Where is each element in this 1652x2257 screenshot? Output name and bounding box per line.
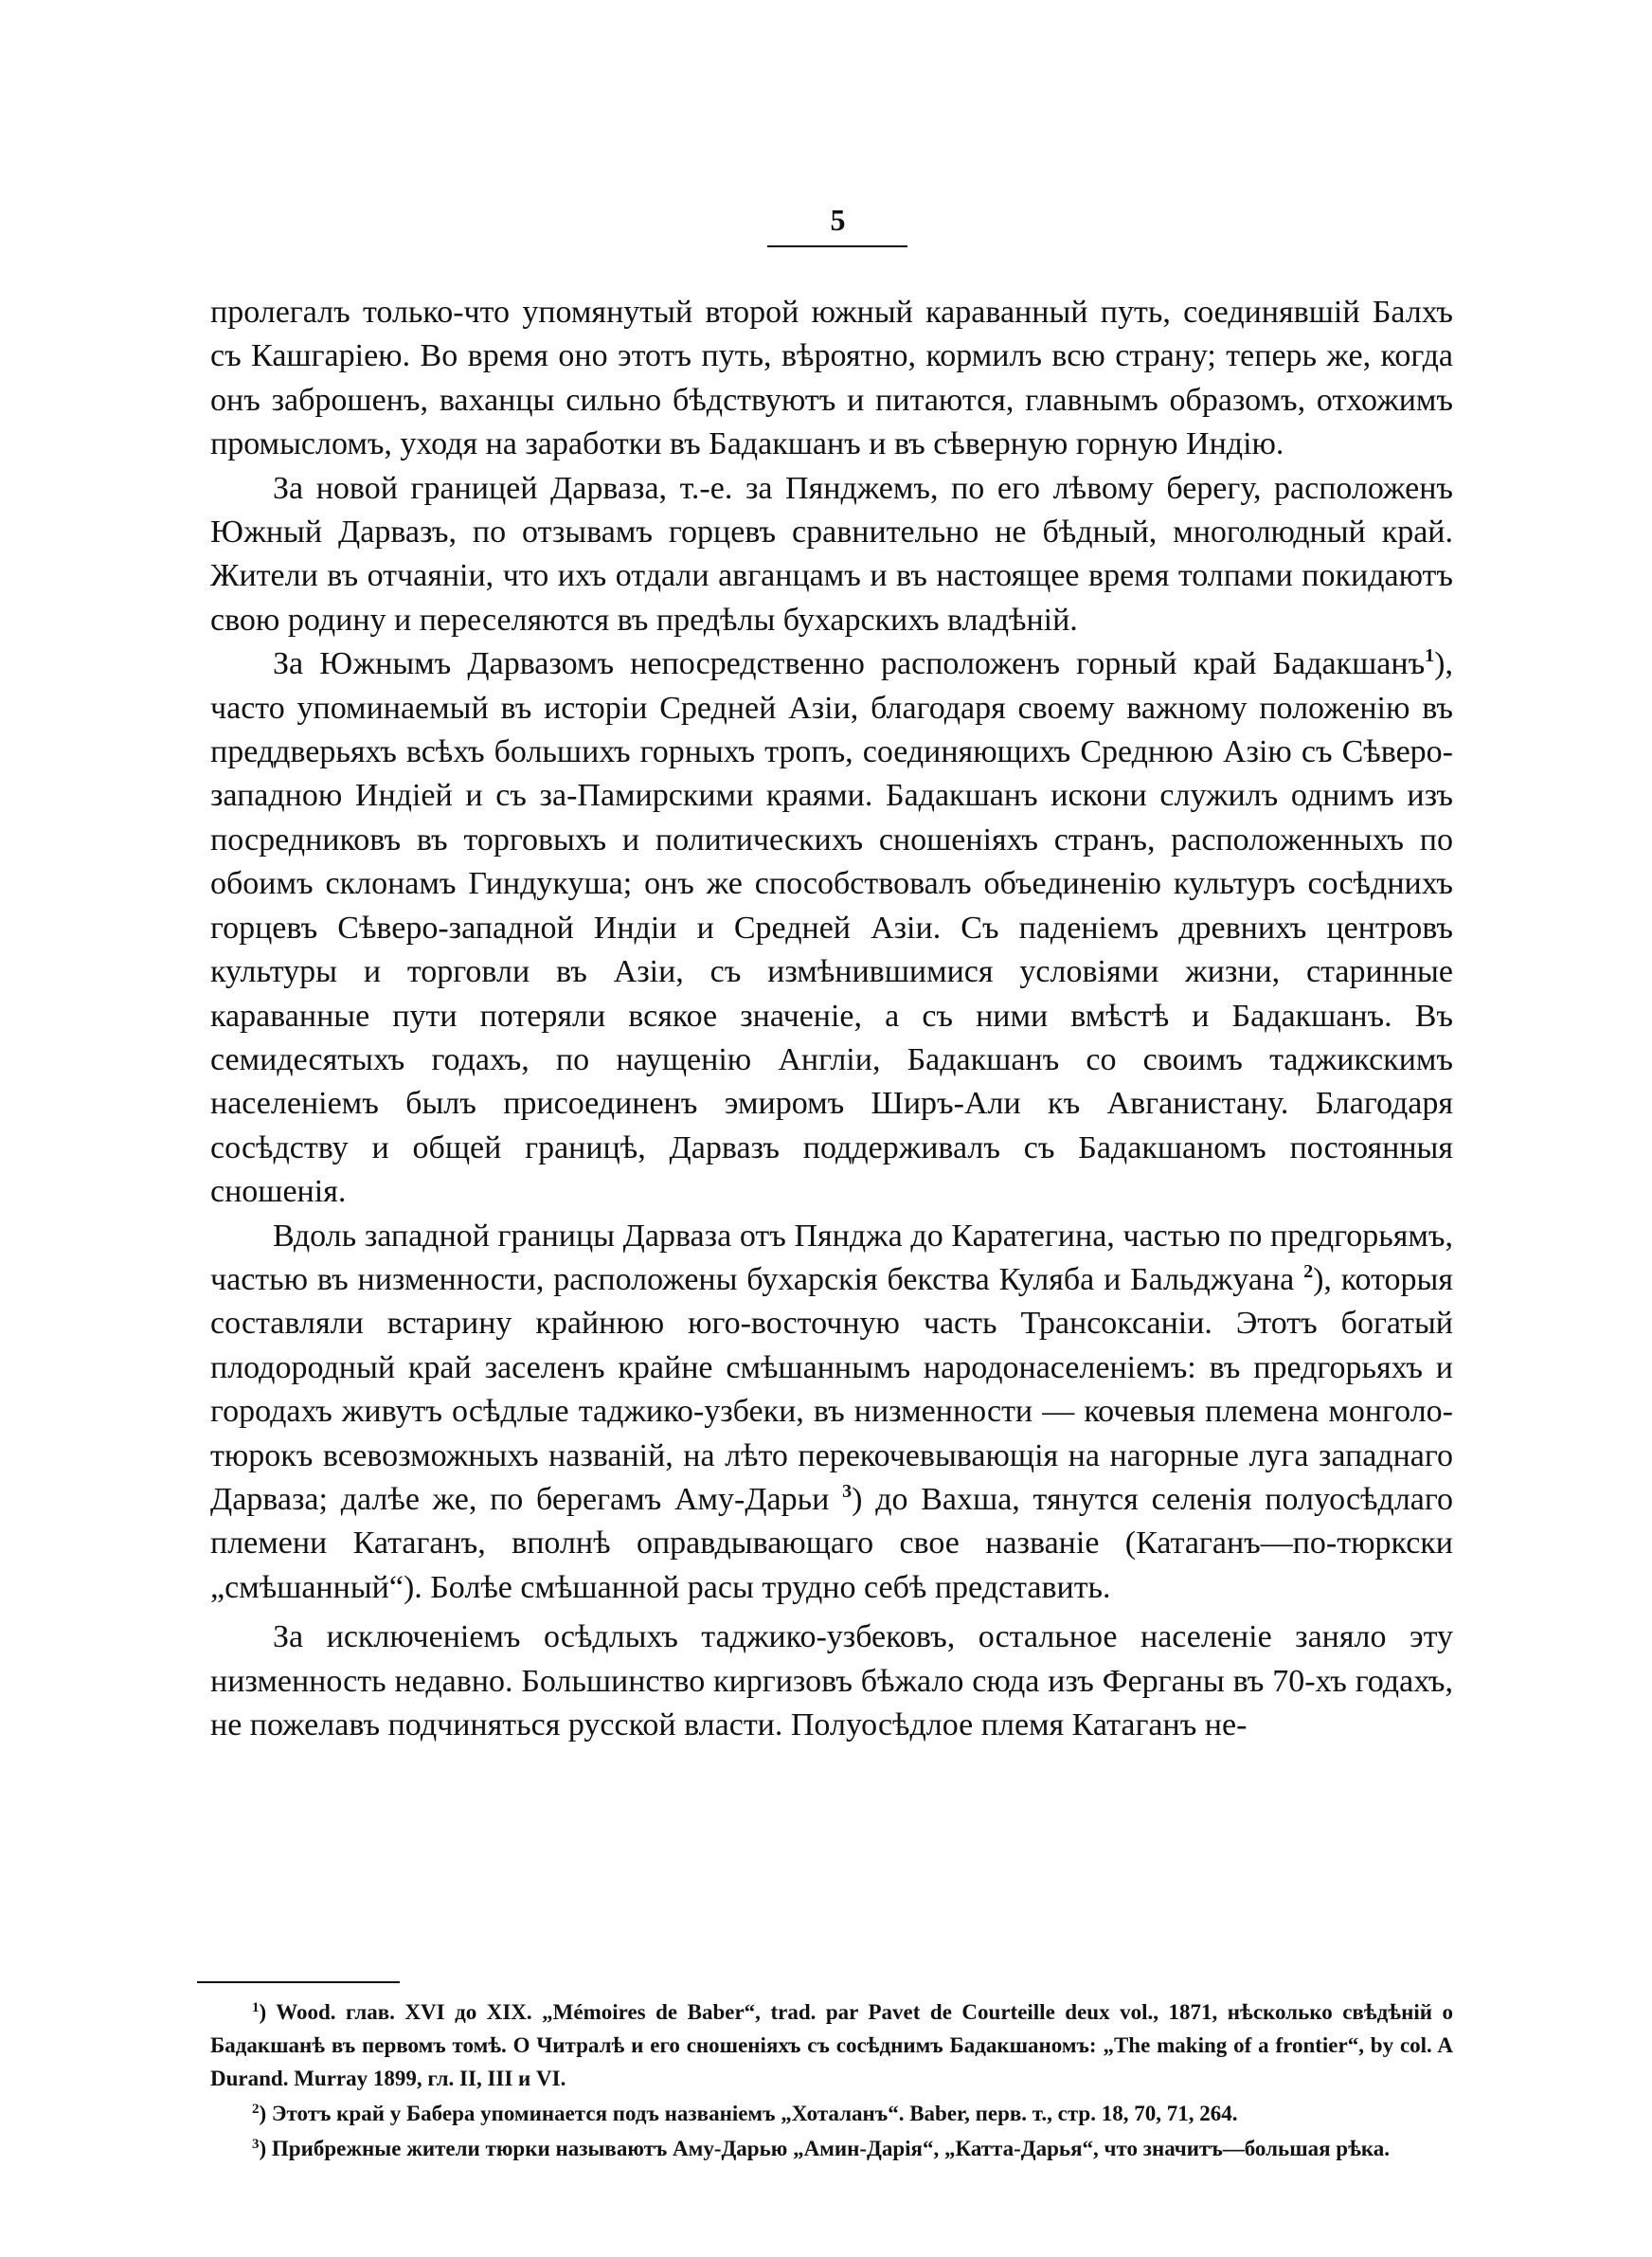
paragraph-5: За исключеніемъ осѣдлыхъ таджико-узбековъ, остальное населеніе заняло эту низменность недавно. Большинство киргизовъ бѣжало сюда изъ Ферганы въ 70-хъ годахъ, не пожелавъ подчиняться русской власти. Полуосѣдлое племя Катаганъ не-: [210, 1619, 1453, 1742]
paragraph-2: За новой границей Дарваза, т.-е. за Пянджемъ, по его лѣвому берегу, расположенъ Южный Дарвазъ, по отзывамъ горцевъ сравнительно не бѣдный, многолюдный край. Жители въ отчаяніи, что ихъ отдали авганцамъ и въ настоящее время толпами покидаютъ свою родину и переселяются въ предѣлы бухарскихъ владѣній.: [210, 470, 1453, 638]
paragraph-1: пролегалъ только-что упомянутый второй южный караванный путь, соединявшій Балхъ съ Кашгаріею. Во время оно этотъ путь, вѣроятно, кормилъ всю страну; теперь же, когда онъ заброшенъ, ваханцы сильно бѣдствуютъ и питаются, главнымъ образомъ, отхожимъ промысломъ, уходя на заработки въ Бадакшанъ и въ сѣверную горную Индію.: [210, 295, 1453, 462]
footnote-3-text: ) Прибрежные жители тюрки называютъ Аму-Дарью „Амин-Дарія“, „Катта-Дарья“, что значитъ—большая рѣка.: [259, 2137, 1391, 2160]
footnote-ref-3: 3: [842, 1480, 853, 1502]
paragraph-4-text-c: ) до Вахша, тянутся селенія полуосѣдлаго племени Катаганъ, вполнѣ оправдывающаго свое названіе (Катаганъ—по-тюркски „смѣшанный“). Болѣе смѣшанной расы трудно себѣ представить.: [210, 1481, 1453, 1605]
paragraph-4-text-a: Вдоль западной границы Дарваза отъ Пянджа до Каратегина, частью по предгорьямъ, частью въ низменности, расположены бухарскія бекства Куляба и Бальджуана: [210, 1218, 1453, 1297]
footnote-1: [210, 1995, 1453, 2095]
footnote-mark-3: 3: [252, 2137, 260, 2152]
footnote-3: [210, 2132, 1453, 2165]
footnote-2: [210, 2097, 1453, 2130]
page-number: 5: [830, 203, 847, 237]
paragraph-3-text-a: За Южнымъ Дарвазомъ непосредственно расположенъ горный край Бадакшанъ: [273, 646, 1426, 682]
paragraph-4-text-b: ), которыя составляли встарину крайнюю юго-восточную часть Трансоксаніи. Этотъ богатый плодородный край заселенъ крайне смѣшаннымъ народонаселеніемъ: въ предгорьяхъ и городахъ живутъ осѣдлые таджико-узбеки, въ низменности — кочевыя племена монголо-тюрокъ всевозможныхъ названій, на лѣто перекочевывающія на нагорные луга западнаго Дарваза; далѣе же, по берегамъ Аму-Дарьи: [210, 1261, 1454, 1517]
footnote-ref-1: 1: [1425, 645, 1435, 667]
footnote-ref-2: 2: [1303, 1260, 1314, 1282]
footnote-1-text: ) Wood. глав. XVI до XIX. „Mémoires de Baber“, trad. par Pavet de Courteille deux vol., 1871, нѣсколько свѣдѣній о Бадакшанѣ въ первомъ томѣ. О Читралѣ и его сношеніяхъ съ сосѣднимъ Бадакшаномъ: „The making of a frontier“, by col. A Durand. Murray 1899, гл. II, III и VI.: [210, 2000, 1453, 2090]
page-number-rule: [767, 245, 907, 247]
footnotes: [210, 1995, 1453, 2167]
footnote-rule: [197, 1981, 400, 1983]
paragraph-3-text-b: ), часто упоминаемый въ исторіи Средней Азіи, благодаря своему важному положенію въ преддверьяхъ всѣхъ большихъ горныхъ тропъ, соединяющихъ Среднюю Азію съ Сѣверо-западною Индіей и съ за-Памирскими краями. Бадакшанъ искони служилъ однимъ изъ посредниковъ въ торговыхъ и политическихъ сношеніяхъ странъ, расположенныхъ по обоимъ склонамъ Гиндукуша; онъ же способствовалъ объединенію культуръ сосѣднихъ горцевъ Сѣверо-западной Индіи и Средней Азіи. Съ паденіемъ древнихъ центровъ культуры и торговли въ Азіи, съ измѣнившимися условіями жизни, старинные караванные пути потеряли всякое значеніе, а съ ними вмѣстѣ и Бадакшанъ. Въ семидесятыхъ годахъ, по наущенію Англіи, Бадакшанъ со своимъ таджикскимъ населеніемъ былъ присоединенъ эмиромъ Ширъ-Али къ Авганистану. Благодаря сосѣдству и общей границѣ, Дарвазъ поддерживалъ съ Бадакшаномъ постоянныя сношенія.: [210, 646, 1453, 1210]
body-text: [210, 291, 1453, 1747]
footnote-2-text: ) Этотъ край у Бабера упоминается подъ названіемъ „Хоталанъ“. Baber, перв. т., стр. 18, 70, 71, 264.: [259, 2102, 1238, 2125]
footnote-mark-1: 1: [252, 2000, 260, 2015]
footnote-mark-2: 2: [252, 2102, 260, 2117]
paragraph-3: [210, 642, 1453, 1214]
paragraph-4: [210, 1215, 1453, 1611]
